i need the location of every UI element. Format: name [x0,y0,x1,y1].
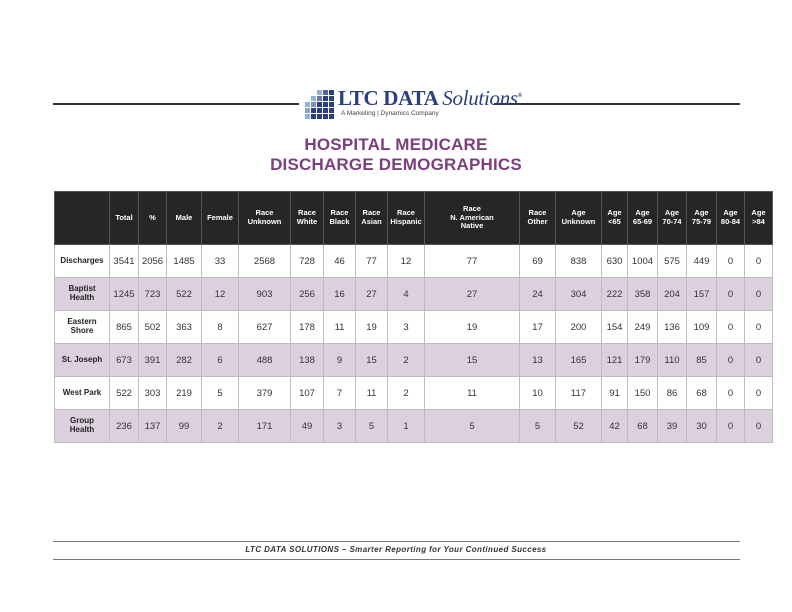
table-cell: 77 [356,245,388,278]
column-header-text: Unknown [561,217,596,226]
table-cell: 0 [745,311,773,344]
footer-rule-bottom [53,559,740,560]
column-header-text: 70-74 [662,217,682,226]
table-cell: 0 [717,311,745,344]
column-header-text: Age [635,208,650,218]
table-cell: 77 [425,245,520,278]
column-header-text: <65 [608,217,621,226]
table-cell: 236 [110,410,139,443]
table-cell: 19 [356,311,388,344]
table-cell: 11 [356,377,388,410]
table-cell: 219 [167,377,202,410]
column-header [324,192,356,245]
row-label-text: Health [69,425,95,434]
table-cell: 903 [239,278,291,311]
table-cell: 117 [556,377,602,410]
row-label-text: Baptist [68,284,96,294]
column-header-text: Age [664,208,680,218]
table-header-row [55,192,773,245]
table-cell: 363 [167,311,202,344]
table-cell: 1004 [628,245,658,278]
column-header [745,192,773,245]
table-cell: 15 [425,344,520,377]
table-cell: 107 [291,377,324,410]
table-cell: 24 [520,278,556,311]
column-header [110,192,139,245]
table-cell: 11 [324,311,356,344]
column-header-text: Age [723,208,738,218]
table-cell: 165 [556,344,602,377]
table-cell: 304 [556,278,602,311]
table-cell: 1 [388,410,425,443]
table-cell: 8 [202,311,239,344]
table-cell: 0 [717,344,745,377]
table-cell: 178 [291,311,324,344]
table-cell: 249 [628,311,658,344]
table-cell: 12 [202,278,239,311]
column-header-text: Native [460,221,484,231]
column-header-text: N. American [450,212,494,222]
table-cell: 109 [687,311,717,344]
table-cell: 522 [110,377,139,410]
table-cell: 12 [388,245,425,278]
table-cell: 49 [291,410,324,443]
footer-text: LTC DATA SOLUTIONS – Smarter Reporting for Your Continued Success [245,545,547,554]
table-cell: 256 [291,278,324,311]
column-header-text: 75-79 [691,217,712,226]
table-cell: 154 [602,311,628,344]
logo-dot-grid-icon [303,88,337,120]
header-rule-left [53,103,299,105]
table-cell: 0 [745,410,773,443]
column-header-text: White [296,217,318,226]
table-cell: 9 [324,344,356,377]
row-label [55,410,110,443]
row-label [55,278,110,311]
table-cell: 17 [520,311,556,344]
table-cell: 52 [556,410,602,443]
table-cell: 42 [602,410,628,443]
table-cell: 27 [425,278,520,311]
table-cell: 222 [602,278,628,311]
logo-main-text: LTC DATA [338,86,438,110]
table-row [55,410,773,443]
column-header [239,192,291,245]
table-cell: 150 [628,377,658,410]
column-header-text: Age [571,208,586,218]
table-cell: 522 [167,278,202,311]
table-cell: 3 [388,311,425,344]
table-cell: 0 [717,278,745,311]
table-cell: 13 [520,344,556,377]
footer-rule-top [53,541,740,542]
column-header-text: Hispanic [390,217,422,226]
row-label-text: Eastern [67,317,97,327]
table-cell: 86 [658,377,687,410]
row-label-text: St. Joseph [61,354,103,364]
table-cell: 3 [324,410,356,443]
column-header [520,192,556,245]
table-row [55,245,773,278]
logo-tagline: A Marketing | Dynamics Company [341,110,439,117]
column-header-text: Race [528,208,547,218]
column-header [717,192,745,245]
row-label-text: West Park [62,387,102,397]
table-cell: 5 [202,377,239,410]
table-cell: 33 [202,245,239,278]
table-cell: 157 [687,278,717,311]
column-header [556,192,602,245]
table-row [55,311,773,344]
row-label [55,344,110,377]
table-cell: 69 [520,245,556,278]
table-cell: 200 [556,311,602,344]
table-cell: 10 [520,377,556,410]
column-header [658,192,687,245]
table-cell: 39 [658,410,687,443]
table-cell: 11 [425,377,520,410]
company-logo [303,86,522,122]
column-header-text: >84 [752,217,765,226]
table-cell: 19 [425,311,520,344]
table-cell: 68 [628,410,658,443]
table-cell: 204 [658,278,687,311]
column-header [202,192,239,245]
row-label-text: Shore [70,326,94,335]
table-cell: 136 [658,311,687,344]
header-corner-cell [55,192,110,245]
row-label-text: Health [69,293,95,302]
table-cell: 2 [388,377,425,410]
table-cell: 16 [324,278,356,311]
column-header [425,192,520,245]
table-cell: 138 [291,344,324,377]
column-header-text: Age [607,208,622,218]
row-label-text: Discharges [60,255,104,265]
header-rule-right [494,103,740,105]
table-cell: 0 [717,245,745,278]
table-cell: 379 [239,377,291,410]
column-header-text: Race [298,208,316,218]
table-cell: 6 [202,344,239,377]
table-cell: 728 [291,245,324,278]
table-cell: 488 [239,344,291,377]
column-header-text: Race [255,208,274,218]
table-cell: 0 [745,245,773,278]
column-header-text: Race [397,208,415,218]
row-label [55,311,110,344]
table-cell: 282 [167,344,202,377]
table-cell: 15 [356,344,388,377]
table-row [55,377,773,410]
table-cell: 627 [239,311,291,344]
column-header-text: Age [694,208,709,218]
table-cell: 179 [628,344,658,377]
table-cell: 121 [602,344,628,377]
table-cell: 5 [520,410,556,443]
column-header-text: Race [330,208,349,218]
column-header [628,192,658,245]
column-header-text: Race [362,208,381,218]
column-header [687,192,717,245]
table-cell: 673 [110,344,139,377]
table-cell: 575 [658,245,687,278]
table-cell: 91 [602,377,628,410]
column-header [602,192,628,245]
demographics-table [54,191,773,443]
column-header [291,192,324,245]
column-header-text: 80-84 [720,217,741,226]
column-header-text: Unknown [247,217,282,226]
table-cell: 0 [745,377,773,410]
table-cell: 1245 [110,278,139,311]
column-header-text: Asian [361,217,382,226]
table-cell: 2056 [139,245,167,278]
table-cell: 46 [324,245,356,278]
table-cell: 2 [388,344,425,377]
table-cell: 303 [139,377,167,410]
table-cell: 137 [139,410,167,443]
column-header-text: Total [115,212,133,222]
logo-script-text: Solutions [442,86,518,110]
column-header-text: Black [329,217,350,226]
table-cell: 171 [239,410,291,443]
table-cell: 449 [687,245,717,278]
column-header-text: Male [175,212,193,222]
row-label [55,377,110,410]
table-cell: 110 [658,344,687,377]
table-cell: 865 [110,311,139,344]
row-label-text: Group [70,416,94,426]
column-header [167,192,202,245]
column-header-text: % [149,212,156,222]
table-cell: 391 [139,344,167,377]
table-cell: 99 [167,410,202,443]
logo-registered-mark: ® [517,93,522,99]
column-header-text: 65-69 [632,217,653,226]
table-cell: 0 [745,344,773,377]
table-cell: 4 [388,278,425,311]
table-cell: 502 [139,311,167,344]
table-row [55,344,773,377]
table-cell: 68 [687,377,717,410]
page-title-line2: DISCHARGE DEMOGRAPHICS [270,155,522,174]
table-row [55,278,773,311]
column-header-text: Age [751,208,766,218]
column-header-text: Female [207,212,233,222]
table-cell: 3541 [110,245,139,278]
table-cell: 5 [356,410,388,443]
column-header-text: Other [527,217,548,226]
table-cell: 7 [324,377,356,410]
logo-wordmark [338,86,522,111]
page-title-line1: HOSPITAL MEDICARE [304,135,488,154]
table-cell: 30 [687,410,717,443]
table-cell: 5 [425,410,520,443]
table-cell: 85 [687,344,717,377]
table-cell: 358 [628,278,658,311]
table-cell: 0 [745,278,773,311]
column-header [356,192,388,245]
table-cell: 27 [356,278,388,311]
column-header-text: Race [463,204,481,214]
table-cell: 2 [202,410,239,443]
table-cell: 630 [602,245,628,278]
row-label [55,245,110,278]
table-cell: 0 [717,410,745,443]
column-header [139,192,167,245]
column-header [388,192,425,245]
table-cell: 0 [717,377,745,410]
table-cell: 838 [556,245,602,278]
table-cell: 1485 [167,245,202,278]
table-cell: 723 [139,278,167,311]
table-cell: 2568 [239,245,291,278]
